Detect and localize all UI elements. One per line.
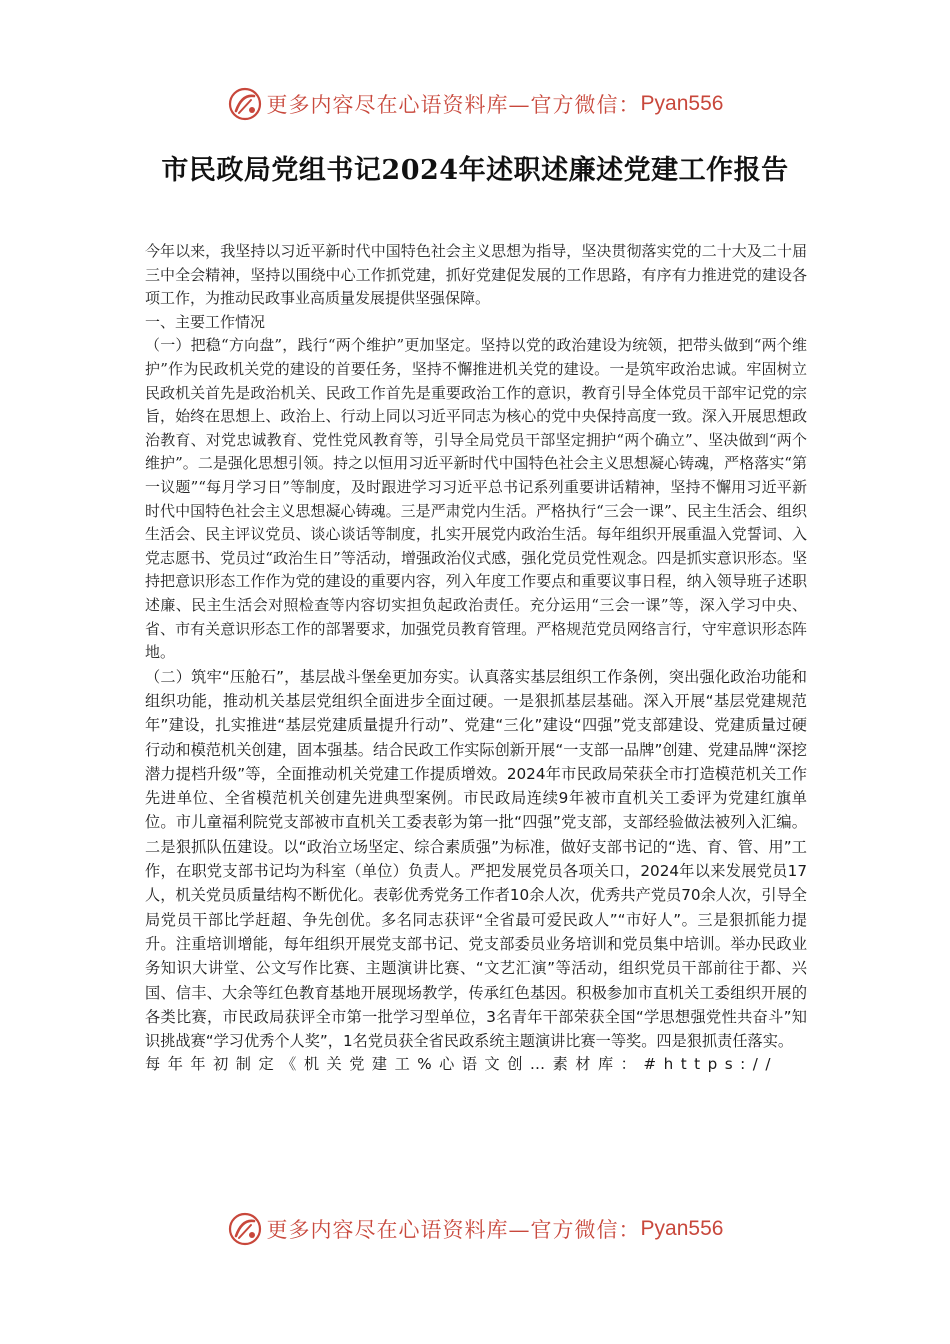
truncated-line: 每年年初制定《机关党建工%心语文创…素材库：#https:// — [145, 1055, 779, 1074]
document-body — [145, 240, 807, 1077]
paragraph-two: （二）筑牢“压舱石”，基层战斗堡垒更加夯实。认真落实基层组织工作条例，突出强化政治功能和组织功能，推动机关基层党组织全面进步全面过硬。一是狠抓基层基础。深入开展“基层党建规范年”建设，扎实推进“基层党建质量提升行动”、党建“三化”建设“四强”党支部建设、党建质量过硬行动和模范机关创建，固本强基。结合民政工作实际创新开展“一支部一品牌”创建、党建品牌“深挖潜力提档升级”等，全面推动机关党建工作提质增效。2024年市民政局荣获全市打造模范机关工作先进单位、全省模范机关创建先进典型案例。市民政局连续9年被市直机关工委评为党建红旗单位。市儿童福利院党支部被市直机关工委表彰为第一批“四强”党支部，支部经验做法被列入汇编。二是狠抓队伍建设。以“政治立场坚定、综合素质强”为标准，做好支部书记的“选、育、管、用”工作，在职党支部书记均为科室（单位）负责人。严把发展党员各项关口，2024年以来发展党员17人，机关党员质量结构不断优化。表彰优秀党务工作者10余人次，优秀共产党员70余人次，引导全局党员干部比学赶超、争先创优。多名同志获评“全省最可爱民政人”“市好人”。三是狠抓能力提升。注重培训增能，每年组织开展党支部书记、党支部委员业务培训和党员集中培训。举办民政业务知识大讲堂、公文写作比赛、主题演讲比赛、“文艺汇演”等活动，组织党员干部前往于都、兴国、信丰、大余等红色教育基地开展现场教学，传承红色基因。积极参加市直机关工委组织开展的各类比赛，市民政局获评全市第一批学习型单位，3名青年干部荣获全国“学思想强党性共奋斗”知识挑战赛“学习优秀个人奖”，1名党员获全省民政系统主题演讲比赛一等奖。四是狠抓责任落实。 — [145, 667, 807, 1051]
brand-logo-icon — [227, 1211, 263, 1247]
brand-text: 更多内容尽在心语资料库—官方微信： — [266, 93, 641, 117]
section-heading: 一、主要工作情况 — [145, 312, 266, 331]
paragraph-one: （一）把稳“方向盘”，践行“两个维护”更加坚定。坚持以党的政治建设为统领，把带头做到“两个维护”作为民政机关党的建设的首要任务，坚持不懈推进机关党的建设。一是筑牢政治忠诚。牢固树立民政机关首先是政治机关、民政工作首先是重要政治工作的意识，教育引导全体党员干部牢记党的宗旨，始终在思想上、政治上、行动上同以习近平同志为核心的党中央保持高度一致。深入开展思想政治教育、对党忠诚教育、党性党风教育等，引导全局党员干部坚定拥护“两个确立”、坚决做到“两个维护”。二是强化思想引领。持之以恒用习近平新时代中国特色社会主义思想凝心铸魂，严格落实“第一议题”“每月学习日”等制度，及时跟进学习习近平总书记系列重要讲话精神，坚持不懈用习近平新时代中国特色社会主义思想凝心铸魂。三是严肃党内生活。严格执行“三会一课”、民主生活会、组织生活会、民主评议党员、谈心谈话等制度，扎实开展党内政治生活。每年组织开展重温入党誓词、入党志愿书、党员过“政治生日”等活动，增强政治仪式感，强化党员党性观念。四是抓实意识形态。坚持把意识形态工作作为党的建设的重要内容，列入年度工作要点和重要议事日程，纳入领导班子述职述廉、民主生活会对照检查等内容切实担负起政治责任。充分运用“三会一课”等，深入学习中央、省、市有关意识形态工作的部署要求，加强党员教育管理。严格规范党员网络言行，守牢意识形态阵地。 — [145, 336, 807, 662]
brand-wechat-id: Pyan556 — [640, 1217, 724, 1240]
intro-paragraph: 今年以来，我坚持以习近平新时代中国特色社会主义思想为指导，坚决贯彻落实党的二十大及二十届三中全会精神，坚持以围绕中心工作抓党建，抓好党建促发展的工作思路，有序有力推进党的建设各项工作，为推动民政事业高质量发展提供坚强保障。 — [145, 242, 807, 308]
brand-wechat-id: Pyan556 — [640, 92, 724, 115]
footer-watermark — [0, 1209, 950, 1249]
header-watermark — [0, 84, 950, 124]
brand-logo-icon — [227, 86, 263, 122]
brand-text: 更多内容尽在心语资料库—官方微信： — [266, 1218, 641, 1242]
document-title: 市民政局党组书记2024年述职述廉述党建工作报告 — [161, 155, 789, 186]
